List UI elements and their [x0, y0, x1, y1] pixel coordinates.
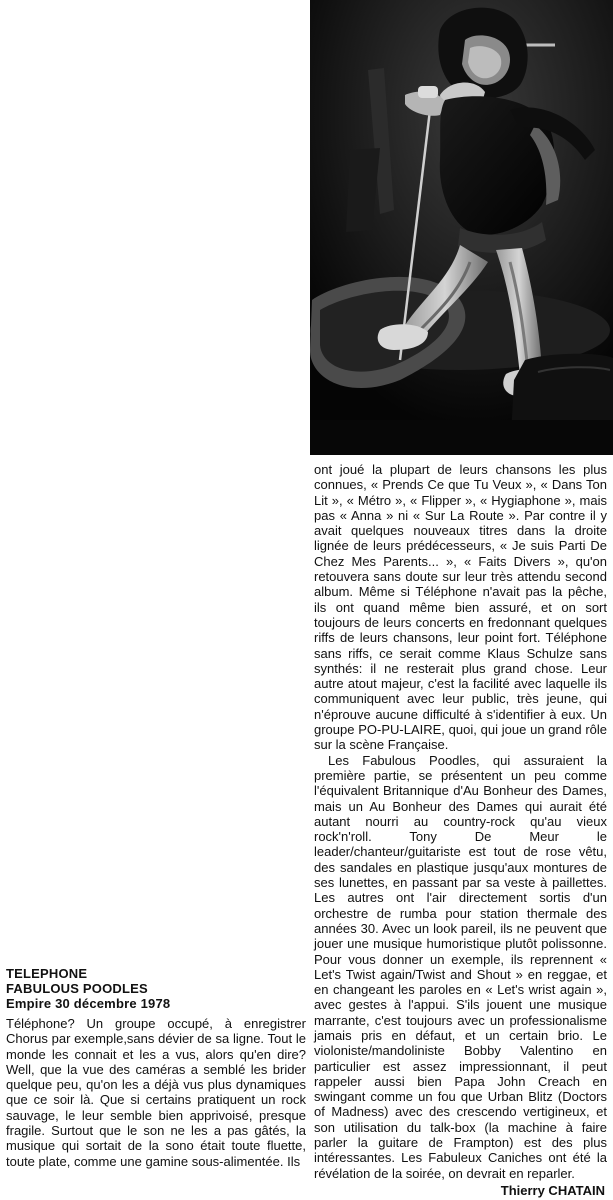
review-headline: [6, 966, 306, 1011]
right-column: [314, 462, 607, 1181]
author-signature: Thierry CHATAIN: [500, 1183, 605, 1198]
singer-illustration: [310, 0, 613, 455]
concert-photo: [310, 0, 613, 455]
left-column: [6, 966, 306, 1182]
paragraph-fabulous-poodles: Les Fabulous Poodles, qui assuraient la première partie, se présentent un peu comme l'équivalent Britannique d'Au Bonheur des Dames, mais un Au Bonheur des Dames qui aurait été autant nourri au country-rock qu'au vieux rock'n'roll. Tony De Meur le leader/chanteur/guitariste est tout de rose vêtu, des sandales en plastique jusqu'aux montures de ses lunettes, en passant par sa veste à paillettes. Les autres ont l'air directement sortis d'un orchestre de rumba pour station thermale des années 30. Avec un look pareil, ils ne peuvent que jouer une musique humoristique plutôt polissonne. Pour vous donner un exemple, ils reprennent « Let's Twist again/Twist and Shout » en reggae, et en changeant les paroles en « Let's wrist again », avec gestes à l'appui. S'ils jouent une musique marrante, c'est toujours avec un professionalisme jamais pris en défaut, et un certain brio. Le violoniste/mandoliniste Bobby Valentino en particulier est assez impressionnant, il peut rappeler aussi bien Papa John Creach en swingant comme un fou que Urban Blitz (Doctors of Madness) avec des crescendo vertigineux, et son utilisation du talk-box (la machine à faire parler la guitare de Frampton) est des plus intéressantes. Les Fabuleux Caniches ont été la révélation de la soirée, on devrait en reparler.: [314, 752, 607, 1181]
headline-band-telephone: TELEPHONE: [6, 966, 88, 981]
paragraph-telephone-continued: ont joué la plupart de leurs chansons les plus connues, « Prends Ce que Tu Veux », « Dans Ton Lit », « Métro », « Flipper », « Hygiaphone », mais pas « Anna » ni « Sur La Route ». Par contre il y avait quelques nouveaux titres dans la droite lignée de leurs prédécesseurs, « Je suis Parti De Chez Mes Parents... », « Faits Divers », qu'on retouvera sans doute sur leur très attendu second album. Même si Téléphone n'avait pas la pêche, ils ont quand même bien assuré, et on sort toujours de leurs concerts en fredonnant quelques riffs de leurs chansons, leur point fort. Téléphone sans riffs, ce serait comme Klaus Schulze sans synthés: il ne resterait plus grand chose. Leur autre atout majeur, c'est la facilité avec laquelle ils communiquent avec leur public, très jeune, qui n'éprouve aucune difficulté à s'identifier à eux. Un groupe PO-PU-LAIRE, quoi, qui joue un grand rôle sur la scène Française.: [314, 462, 607, 753]
headline-band-fabulous-poodles: FABULOUS POODLES: [6, 981, 148, 996]
paragraph-telephone-intro: Téléphone? Un groupe occupé, à enregistrer Chorus par exemple,sans dévier de sa ligne. Tout le monde les connait et les a vus, alors qu'en dire? Well, que la vue des caméras a semblé les brider quelque peu, qu'on les a déjà vus plus dynamiques que ce soir là. Que si certains pratiquent un rock sauvage, le leur semble bien apprivoisé, presque fragile. Surtout que le son ne les a pas gâtés, la musique qui sortait de la sono était toute fluette, toute plate, comme une gamine sous-alimentée. Ils: [6, 1016, 306, 1169]
headline-venue-date: Empire 30 décembre 1978: [6, 996, 171, 1011]
